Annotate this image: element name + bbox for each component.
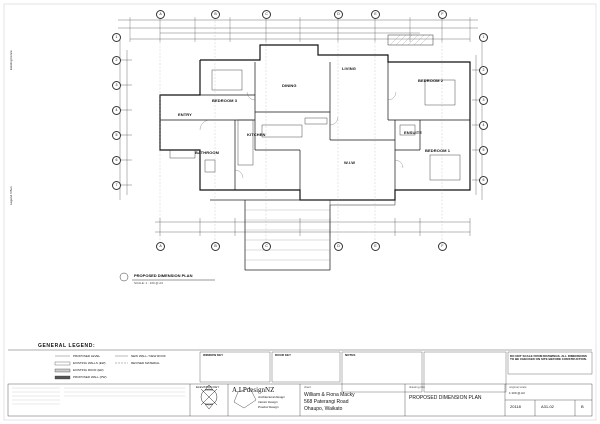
grid-bubble: 2 (112, 56, 121, 65)
room-label-kitchen: KITCHEN (247, 132, 266, 137)
drawing-title-label: drawing title (409, 385, 426, 389)
legend-title: GENERAL LEGEND: (38, 343, 96, 349)
grid-bubble: 5 (479, 146, 488, 155)
client-label: client (304, 385, 312, 389)
grid-bubble: B (211, 242, 220, 251)
grid-bubble: F (438, 10, 447, 19)
room-label-living: LIVING (342, 66, 356, 71)
drawing-title: PROPOSED DIMENSION PLAN (409, 395, 482, 401)
legend-row: EXISTING WALLS (EW) (73, 361, 106, 365)
room-label-bedroom2: BEDROOM 2 (418, 78, 444, 83)
grid-bubble: 6 (479, 176, 488, 185)
grid-bubble: C (262, 242, 271, 251)
grid-bubble: A (156, 242, 165, 251)
legend-row: PROPOSED WALL (PW) (73, 375, 107, 379)
grid-bubble: 1 (112, 33, 121, 42)
grid-bubble: 4 (112, 106, 121, 115)
grid-bubble: 2 (479, 66, 488, 75)
plan-caption-title: PROPOSED DIMENSION PLAN (134, 273, 193, 278)
legend-row: NEW WALL / NEW ROOF (131, 354, 166, 358)
grid-bubble: 4 (479, 121, 488, 130)
client-name: William & Fiona Macky (304, 392, 355, 398)
room-label-bedroom1: BEDROOM 1 (425, 148, 451, 153)
grid-bubble: 3 (479, 96, 488, 105)
disclaimer-text: DO NOT SCALE FROM DRAWINGS. ALL DIMENSIONS TO BE CHECKED ON SITE BEFORE CONSTRUCTION. (510, 354, 587, 362)
side-label: Legend / Plan (9, 186, 13, 205)
grid-bubble: D (334, 242, 343, 251)
scale-label: original scale (509, 385, 527, 389)
window-key-title: WINDOW KEY (203, 353, 224, 357)
legend-row: EXISTING ROOF (ER) (73, 368, 104, 372)
revision: B (581, 404, 584, 409)
room-label-bedroom3: BEDROOM 3 (212, 98, 238, 103)
grid-bubble: B (211, 10, 220, 19)
grid-bubble: 1 (479, 33, 488, 42)
job-number: 20118 (510, 404, 521, 409)
brand-line: Architectural Design (258, 395, 285, 399)
address-line-1: 568 Paterangi Road (304, 399, 349, 405)
grid-bubble: 7 (112, 181, 121, 190)
notes-title: NOTES (345, 353, 356, 357)
door-key-title: DOOR KEY (275, 353, 292, 357)
sheet-number: A31-02 (541, 404, 554, 409)
room-label-dining: DINING (282, 83, 297, 88)
grid-bubble: F (438, 242, 447, 251)
room-label-bathroom: BATHROOM (195, 150, 220, 155)
plan-caption-scale: SCALE: 1 : 100 @ A3 (134, 281, 163, 285)
address-line-2: Ohaupo, Waikato (304, 406, 343, 412)
room-label-entry: ENTRY (178, 112, 192, 117)
room-label-wiw: W.I.W (344, 160, 356, 165)
room-label-ensuite: ENSUITE (404, 130, 423, 135)
grid-bubble: C (262, 10, 271, 19)
brand-line: Interior Design (258, 400, 278, 404)
legend-row: PROPOSED LEVEL (73, 354, 101, 358)
brand-name: A.I.PdesignNZ (232, 386, 275, 394)
grid-bubble: 6 (112, 156, 121, 165)
side-label: Existing Fence (9, 50, 13, 70)
brand-line: Product Design (258, 405, 279, 409)
grid-bubble: 3 (112, 81, 121, 90)
grid-bubble: 5 (112, 131, 121, 140)
grid-bubble: A (156, 10, 165, 19)
grid-bubble: E (371, 10, 380, 19)
scale-value: 1:100 @ A3 (509, 391, 525, 395)
grid-bubble: E (371, 242, 380, 251)
legend-row: REVISED MATERIAL (131, 361, 160, 365)
elevation-key-label: ELEVATION KEY (196, 385, 220, 389)
grid-bubble: D (334, 10, 343, 19)
